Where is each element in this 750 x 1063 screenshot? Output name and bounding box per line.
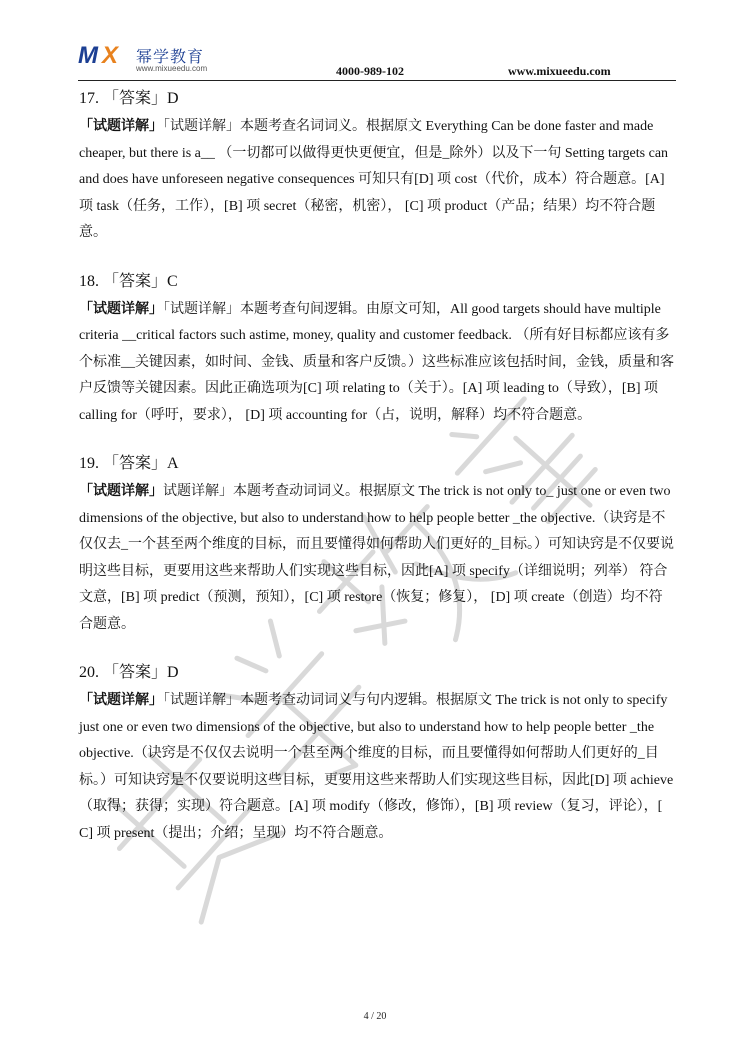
page-header [78, 40, 676, 81]
phone-number: 4000-989-102 [336, 64, 404, 78]
svg-text:X: X [102, 42, 119, 68]
svg-text:M: M [78, 42, 98, 68]
explanation-label: 「试题详解」 [79, 301, 163, 317]
logo-name: 幂学教育 [136, 47, 205, 66]
answer-heading: 18. 「答案」C [79, 272, 178, 290]
explanation-label: 「试题详解」 [79, 484, 163, 499]
website-url: www.mixueedu.com [508, 64, 611, 78]
explanation-body: 试题详解」本题考查动词词义。根据原文 The trick is not only to_ just one or even two dimensions of the objective, but also to understand how to help people better _the objective.（诀窍是不仅仅去_一个甚至两个维度的目标，而且要懂得如何帮助人们更好的_目标。）可知诀窍是不仅要说明这些目标，更要用这些来帮助人们实现这些目标，因此[A] 项 specify（详细说明；列举） 符合文意，[B] 项 predict（预测，预知），[C] 项 restore（恢复；修复）， [D] 项 create（创造）均不符合题意。 [79, 484, 674, 632]
answer-heading: 17. 「答案」D [79, 90, 179, 107]
mx-logo-icon [78, 42, 133, 68]
page-number: 4 / 20 [363, 1011, 387, 1022]
question-block [79, 660, 675, 847]
answer-heading: 19. 「答案」A [79, 455, 179, 472]
explanation-text [79, 297, 675, 430]
logo-url: www.mixueedu.com [136, 64, 208, 73]
question-block [79, 269, 675, 430]
answer-explanations [79, 86, 675, 869]
question-block [79, 86, 675, 247]
explanation-body: 「试题详解」本题考查句间逻辑。由原文可知，All good targets should have multiple criteria __critical factors such astime, money, quality and customer feedback. （所有好目标都应该有多个标准__关键因素，如时间、金钱、质量和客户反馈。）这些标准应该包括时间，金钱，质量和客户反馈等关键因素。因此正确选项为[C] 项 relating to（关于）。[A] 项 leading to（导致），[B] 项 calling for（呼吁，要求）， [D] 项 accounting for（占，说明，解释）均不符合题意。 [79, 301, 674, 423]
explanation-text [79, 114, 675, 247]
answer-heading: 20. 「答案」D [79, 664, 179, 681]
explanation-label: 「试题详解」 [79, 119, 163, 134]
explanation-label: 「试题详解」 [79, 693, 163, 708]
explanation-text [79, 688, 675, 847]
explanation-text [79, 479, 675, 638]
explanation-body: 「试题详解」本题考查动词词义与句内逻辑。根据原文 The trick is not only to specify just one or even two dimensions of the objective, but also to understand how to help people better _the objective.（诀窍是不仅仅去说明一个甚至两个维度的目标，而且要懂得如何帮助人们更好的_目标。）可知诀窍是不仅要说明这些目标，更要用这些来帮助人们实现这些目标，因此[D] 项 achieve（取得；获得；实现）符合题意。[A] 项 modify（修改，修饰），[B] 项 review（复习，评论），[ C] 项 present（提出；介绍；呈现）均不符合题意。 [79, 693, 674, 841]
question-block [79, 451, 675, 638]
explanation-body: 「试题详解」本题考查名词词义。根据原文 Everything Can be done faster and made cheaper, but there is a__ （一切都可以做得更快更便宜，但是_除外）以及下一句 Setting targets can and does have unforeseen negative consequences 可知只有[D] 项 cost（代价，成本）符合题意。[A] 项 task（任务，工作），[B] 项 secret（秘密，机密）， [C] 项 product（产品；结果）均不符合题意。 [79, 119, 669, 240]
